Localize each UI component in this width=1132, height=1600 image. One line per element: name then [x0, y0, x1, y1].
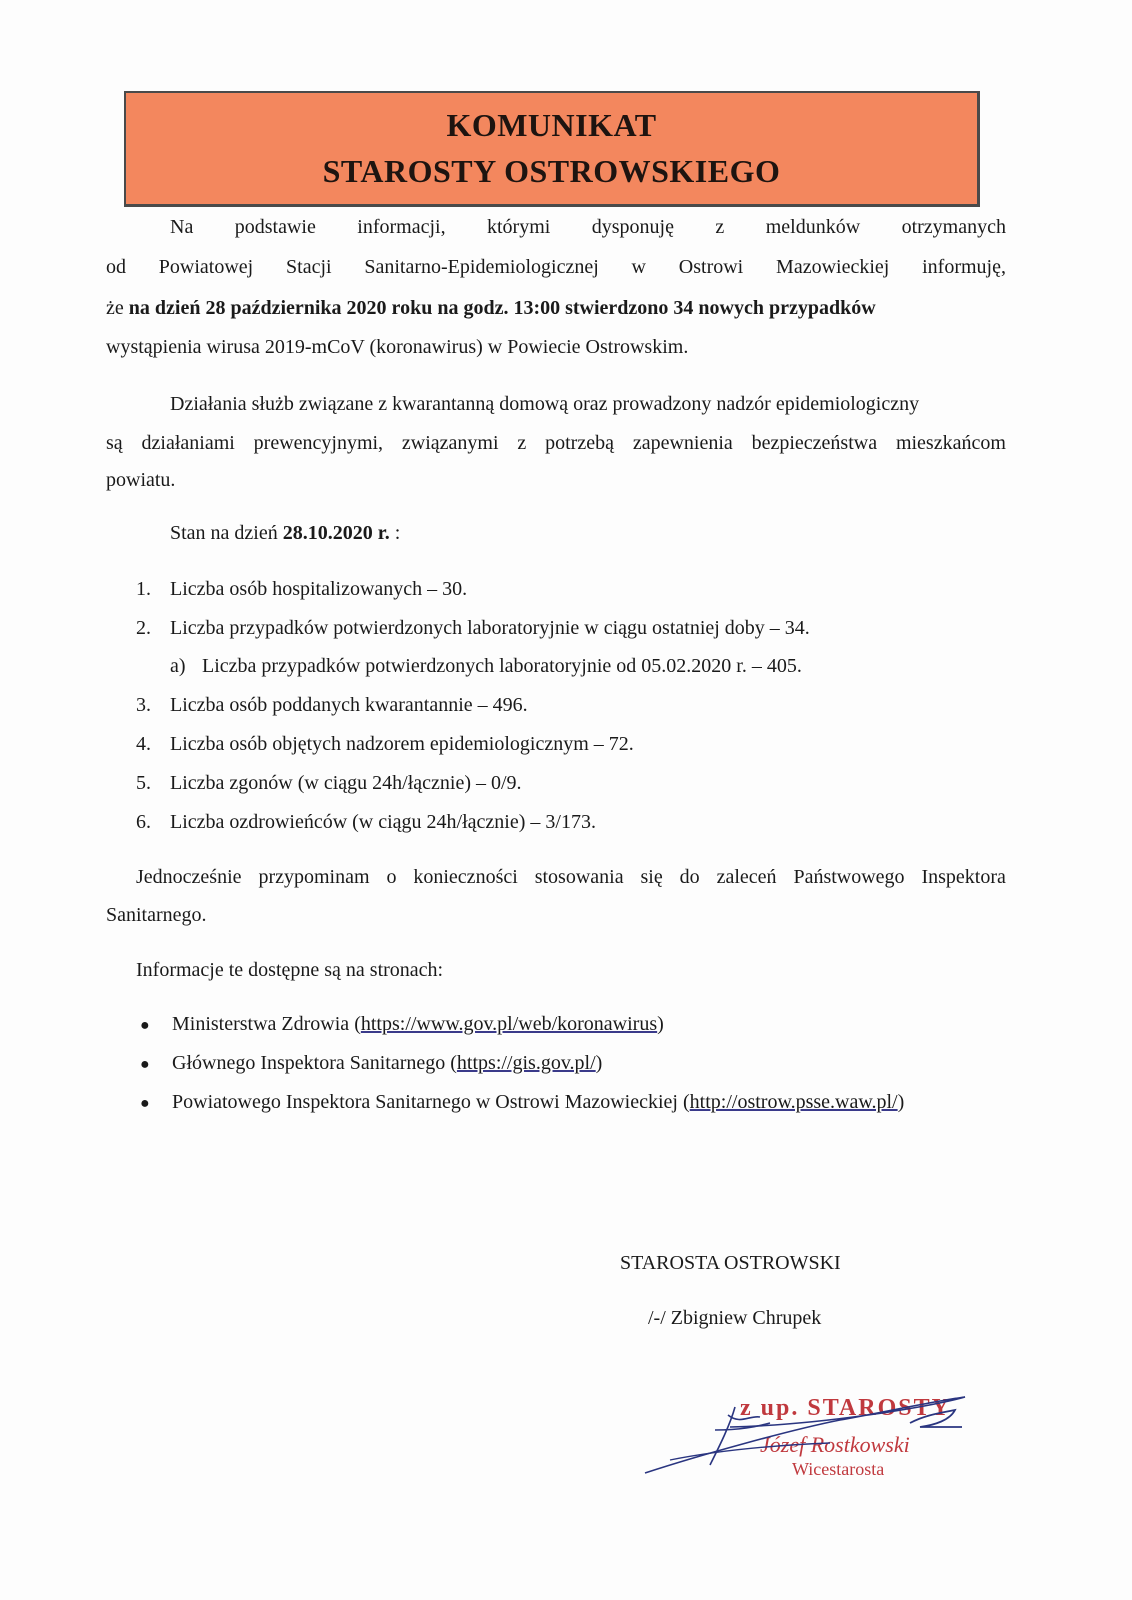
stat-item-4 — [136, 733, 634, 756]
word: potrzebą — [545, 432, 614, 454]
list-text: Liczba osób hospitalizowanych – 30. — [170, 578, 468, 600]
info-link-item-1 — [140, 1013, 664, 1036]
text-prefix: że — [106, 297, 124, 319]
stat-item-5 — [136, 772, 522, 795]
word: Na — [170, 216, 194, 238]
word: stosowania — [534, 866, 624, 888]
list-text: Liczba zgonów (w ciągu 24h/łącznie) – 0/9. — [170, 772, 522, 794]
link-psse-ostrow[interactable]: http://ostrow.psse.waw.pl/ — [689, 1091, 898, 1113]
word: meldunków — [765, 216, 861, 238]
handwritten-signature-icon — [640, 1385, 980, 1495]
word: Powiatowej — [158, 256, 254, 278]
paragraph2-line-2 — [106, 432, 1006, 455]
link-ministry-of-health[interactable]: https://www.gov.pl/web/koronawirus — [360, 1013, 658, 1035]
word: od — [106, 256, 126, 278]
link-label: Powiatowego Inspektora Sanitarnego w Ostrowi Mazowieckiej ( — [172, 1091, 690, 1113]
link-gis[interactable]: https://gis.gov.pl/ — [456, 1052, 596, 1074]
list-number: 1. — [136, 578, 151, 600]
paren: ) — [897, 1091, 905, 1113]
word: Jednocześnie — [136, 866, 242, 888]
word: mieszkańcom — [895, 432, 1006, 454]
word: w — [631, 256, 646, 278]
word: prewencyjnymi, — [253, 432, 384, 454]
word: o — [386, 866, 397, 888]
list-text: Liczba przypadków potwierdzonych laboratoryjnie w ciągu ostatniej doby – 34. — [170, 617, 810, 639]
intro-line-3 — [106, 297, 1006, 320]
official-stamp — [640, 1385, 980, 1495]
status-prefix: Stan na dzień — [170, 522, 283, 544]
stat-item-3 — [136, 694, 528, 717]
stat-item-6 — [136, 811, 596, 834]
intro-line-1 — [170, 216, 1006, 239]
word: są — [106, 432, 123, 454]
word: informacji, — [357, 216, 446, 238]
word: Inspektora — [921, 866, 1006, 888]
word: którymi — [487, 216, 551, 238]
word: do — [679, 866, 700, 888]
text: Sanitarnego. — [106, 904, 207, 926]
link-label: Ministerstwa Zdrowia ( — [172, 1013, 361, 1035]
banner-title: KOMUNIKAT — [446, 107, 657, 143]
word: Sanitarno-Epidemiologicznej — [364, 256, 599, 278]
word: dysponuję — [591, 216, 674, 238]
bullet-icon: ● — [140, 1095, 150, 1112]
word: podstawie — [234, 216, 316, 238]
paragraph2-line-1 — [170, 393, 919, 416]
word: konieczności — [413, 866, 518, 888]
word: Państwowego — [793, 866, 905, 888]
bullet-icon: ● — [140, 1017, 150, 1034]
stat-item-1 — [136, 578, 467, 601]
text: Informacje te dostępne są na stronach: — [136, 959, 444, 981]
word: zapewnienia — [632, 432, 733, 454]
list-text: Liczba ozdrowieńców (w ciągu 24h/łącznie) – 3/173. — [170, 811, 596, 833]
list-number: 3. — [136, 694, 151, 716]
info-link-item-3 — [140, 1091, 904, 1114]
list-text: Liczba osób objętych nadzorem epidemiologicznym – 72. — [170, 733, 634, 755]
link-label: Głównego Inspektora Sanitarnego ( — [172, 1052, 457, 1074]
word: się — [640, 866, 663, 888]
intro-line-4 — [106, 336, 688, 359]
word: z — [715, 216, 725, 238]
list-number: 4. — [136, 733, 151, 755]
word: działaniami — [141, 432, 235, 454]
text: powiatu. — [106, 469, 176, 491]
text: Działania służb związane z kwarantanną domową oraz prowadzony nadzór epidemiologiczny — [170, 393, 920, 415]
paragraph2-line-3 — [106, 469, 175, 492]
word: Mazowieckiej — [776, 256, 890, 278]
word: Stacji — [286, 256, 332, 278]
status-date-line — [170, 522, 400, 545]
word: bezpieczeństwa — [751, 432, 878, 454]
stat-item-2 — [136, 617, 810, 640]
word: Ostrowi — [678, 256, 744, 278]
info-heading — [136, 959, 443, 982]
stamp-line-2: Józef Rostkowski — [760, 1432, 910, 1457]
text: wystąpienia wirusa 2019-mCoV (koronawirus) w Powiecie Ostrowskim. — [106, 336, 689, 358]
list-number: 6. — [136, 811, 151, 833]
list-number: 5. — [136, 772, 151, 794]
bullet-icon: ● — [140, 1056, 150, 1073]
info-link-item-2 — [140, 1052, 602, 1075]
status-suffix: : — [389, 522, 401, 544]
header-banner — [124, 91, 980, 207]
stat-item-2a — [170, 655, 802, 678]
reminder-line-2 — [106, 904, 207, 927]
list-text: Liczba osób poddanych kwarantannie – 496. — [170, 694, 528, 716]
signature-title: STAROSTA OSTROWSKI — [620, 1252, 841, 1274]
word: otrzymanych — [901, 216, 1006, 238]
stamp-line-1: z up. STAROSTY — [740, 1395, 951, 1421]
word: zaleceń — [716, 866, 777, 888]
word: przypominam — [258, 866, 370, 888]
word: związanymi — [401, 432, 499, 454]
paren: ) — [595, 1052, 603, 1074]
list-number: 2. — [136, 617, 151, 639]
banner-subtitle: STAROSTY OSTROWSKIEGO — [322, 153, 781, 189]
word: z — [517, 432, 527, 454]
paren: ) — [657, 1013, 664, 1035]
stamp-line-3: Wicestarosta — [792, 1459, 885, 1479]
intro-line-2 — [106, 256, 1006, 279]
word: informuję, — [922, 256, 1006, 278]
signature-name: /-/ Zbigniew Chrupek — [648, 1307, 822, 1329]
reminder-line-1 — [136, 866, 1006, 889]
list-number: a) — [170, 655, 186, 677]
list-text: Liczba przypadków potwierdzonych laboratoryjnie od 05.02.2020 r. – 405. — [202, 655, 802, 677]
status-date: 28.10.2020 r. — [282, 522, 390, 544]
highlight-new-cases: na dzień 28 października 2020 roku na godz. 13:00 stwierdzono 34 nowych przypadków — [128, 297, 876, 319]
